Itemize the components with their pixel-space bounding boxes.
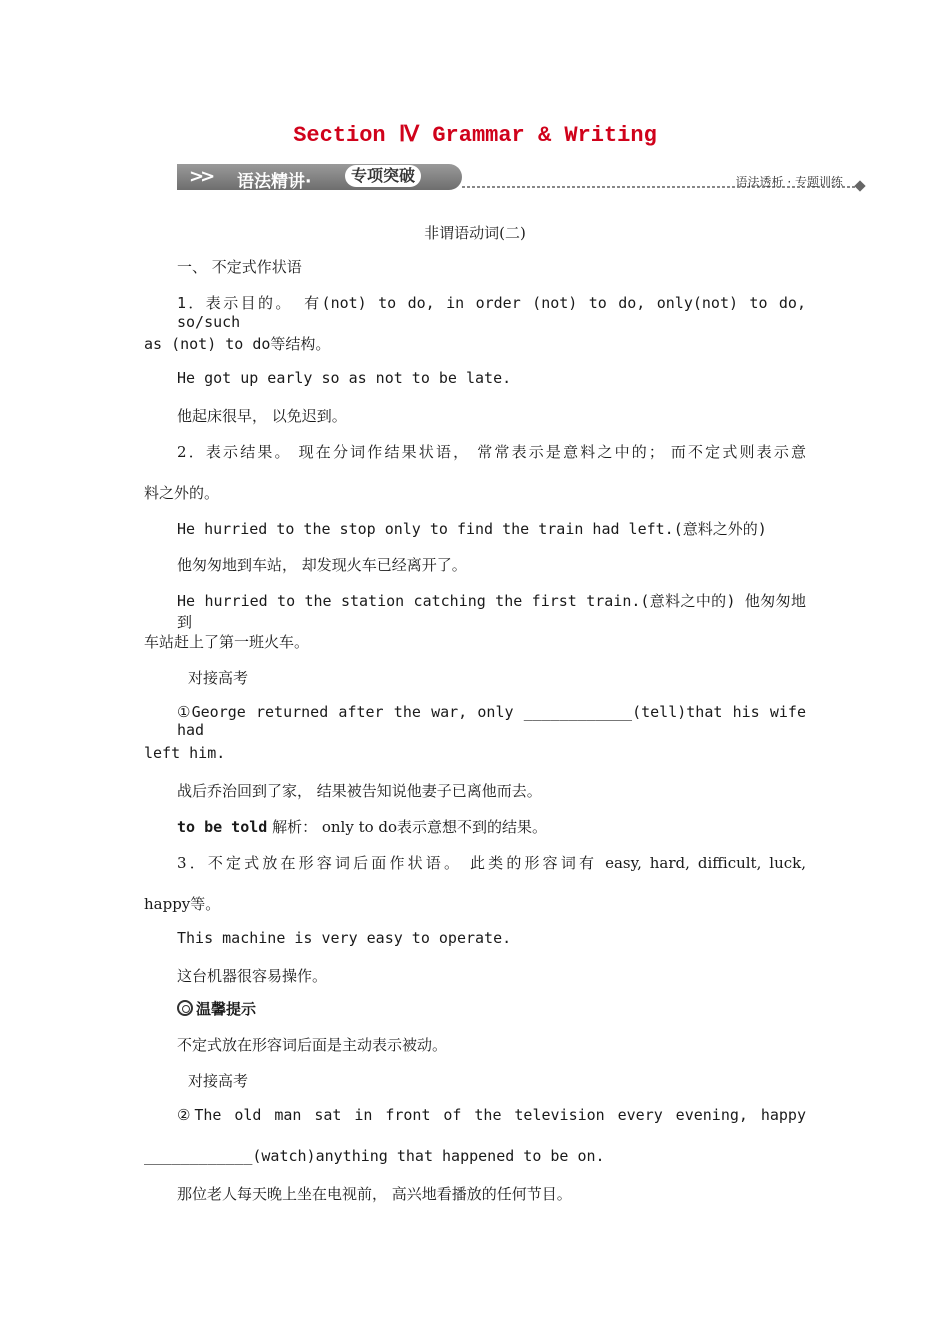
example-translation: 他起床很早， 以免迟到。 (177, 407, 347, 425)
paragraph-line: happy等。 (144, 895, 221, 913)
answer-line (177, 816, 547, 837)
exercise-translation: 战后乔治回到了家， 结果被告知说他妻子已离他而去。 (177, 782, 542, 800)
diamond-icon (854, 180, 865, 191)
exercise-line: ②The old man sat in front of the television every evening, happy (177, 1106, 806, 1124)
paragraph-line: 料之外的。 (144, 484, 220, 502)
example-sentence: He hurried to the station catching the first train.(意料之中的) 他匆匆地到 (177, 592, 806, 631)
exercise-translation: 那位老人每天晚上坐在电视前， 高兴地看播放的任何节目。 (177, 1185, 572, 1203)
example-sentence: He got up early so as not to be late. (177, 369, 512, 387)
banner-caption: 语法透析 · 专题训练 (735, 175, 843, 189)
banner-label-highlight: 专项突破 (345, 165, 421, 187)
example-sentence: This machine is very easy to operate. (177, 929, 512, 947)
example-sentence: He hurried to the stop only to find the train had left.(意料之外的) (177, 520, 767, 538)
tip-heading (177, 998, 256, 1019)
exercise-line: ____________(watch)anything that happened to be on. (144, 1147, 605, 1165)
paragraph-line: 3．不定式放在形容词后面作状语。 此类的形容词有 easy, hard, difficult, luck, (177, 854, 806, 872)
example-translation: 他匆匆地到车站， 却发现火车已经离开了。 (177, 556, 467, 574)
tip-label: 温馨提示 (196, 1000, 257, 1018)
topic-heading: 非谓语动词(二) (424, 224, 526, 242)
exercise-line: ①George returned after the war, only ____________(tell)that his wife had (177, 703, 806, 739)
banner-label: 语法精讲· (237, 172, 312, 192)
answer-explanation: 解析： only to do表示意想不到的结果。 (267, 818, 548, 836)
paragraph-line: 1．表示目的。 有(not) to do, in order (not) to do, only(not) to do, so/such (177, 294, 806, 331)
banner-bar (177, 164, 462, 190)
section-banner (177, 164, 867, 192)
smiley-icon (177, 1000, 193, 1016)
chevron-right-icon: >> (189, 166, 212, 187)
exam-link-label: 对接高考 (188, 1072, 249, 1090)
example-translation: 这台机器很容易操作。 (177, 967, 328, 985)
answer-text: to be told (177, 818, 268, 836)
tip-text: 不定式放在形容词后面是主动表示被动。 (177, 1036, 448, 1054)
paragraph-line: 2．表示结果。 现在分词作结果状语， 常常表示是意料之中的； 而不定式则表示意 (177, 443, 806, 461)
exam-link-label: 对接高考 (188, 669, 249, 687)
example-translation: 车站赶上了第一班火车。 (144, 633, 310, 651)
paragraph-line: as (not) to do等结构。 (144, 335, 331, 353)
subsection-heading: 一、 不定式作状语 (177, 258, 302, 276)
section-title: Section Ⅳ Grammar & Writing (293, 123, 657, 148)
exercise-line: left him. (144, 744, 226, 762)
